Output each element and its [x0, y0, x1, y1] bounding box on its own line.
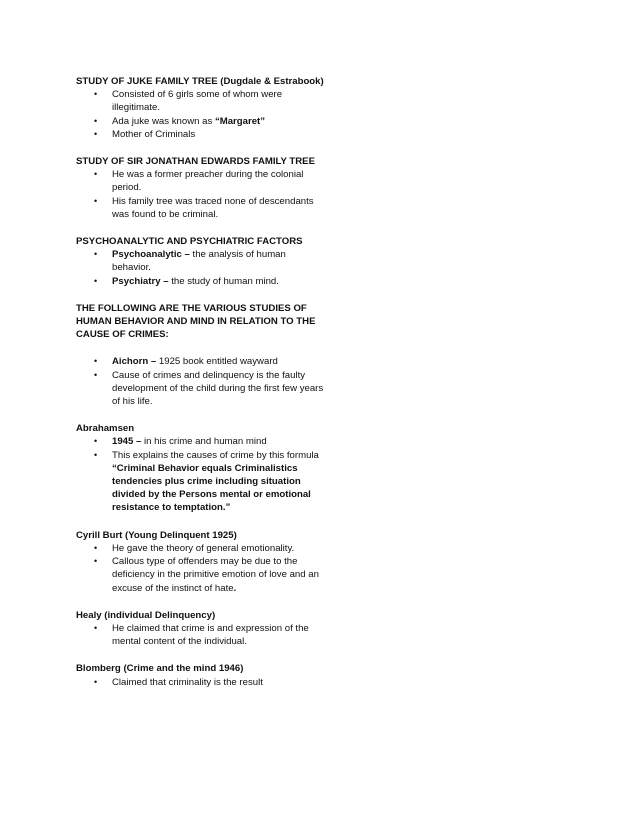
- bullet-list: [76, 435, 326, 514]
- bullet-item: • His family tree was traced none of descendants was found to be criminal.: [76, 195, 326, 221]
- text-column: [76, 75, 326, 689]
- section-heading: THE FOLLOWING ARE THE VARIOUS STUDIES OF HUMAN BEHAVIOR AND MIND IN RELATION TO THE CAUSE OF CRIMES:: [76, 302, 316, 341]
- section-psychoanalytic-factors: [76, 235, 326, 288]
- section-heading: Abrahamsen: [76, 423, 135, 435]
- section-heading: Blomberg (Crime and the mind 1946): [76, 663, 244, 675]
- bullet-item: • He gave the theory of general emotionality.: [76, 542, 326, 555]
- bullet-list: [76, 355, 326, 408]
- bullet-item: • Consisted of 6 girls some of whom were illegitimate.: [76, 88, 326, 114]
- bullet-item: • He claimed that crime is and expression of the mental content of the individual.: [76, 622, 326, 648]
- bullet-list: [76, 622, 326, 648]
- bullet-list: [76, 168, 326, 221]
- bullet-list: [76, 676, 326, 689]
- section-heading: Cyrill Burt (Young Delinquent 1925): [76, 529, 237, 541]
- bullet-item: • He was a former preacher during the colonial period.: [76, 168, 326, 194]
- bullet-item: • Callous type of offenders may be due to the deficiency in the primitive emotion of love and an excuse of the instinct of hate.: [76, 555, 326, 595]
- section-various-studies: [76, 302, 326, 408]
- section-edwards-family: [76, 155, 326, 221]
- bullet-item: • 1945 – in his crime and human mind: [76, 435, 326, 448]
- bullet-list: [76, 88, 326, 141]
- section-heading: STUDY OF SIR JONATHAN EDWARDS FAMILY TREE: [76, 156, 315, 168]
- bullet-item: • Claimed that criminality is the result: [76, 676, 326, 689]
- section-cyrill-burt: [76, 529, 326, 595]
- section-heading: STUDY OF JUKE FAMILY TREE (Dugdale & Estrabook): [76, 76, 324, 87]
- bullet-item: • Psychiatry – the study of human mind.: [76, 275, 326, 288]
- bullet-item: • Ada juke was known as “Margaret”: [76, 115, 326, 128]
- section-abrahamsen: [76, 422, 326, 514]
- bullet-item: • Mother of Criminals: [76, 128, 326, 141]
- section-heading: PSYCHOANALYTIC AND PSYCHIATRIC FACTORS: [76, 236, 303, 248]
- bullet-item: • Cause of crimes and delinquency is the faulty development of the child during the first few years of his life.: [76, 369, 326, 409]
- section-blomberg: [76, 662, 326, 688]
- section-heading: Healy (individual Delinquency): [76, 609, 216, 621]
- section-healy: [76, 609, 326, 649]
- bullet-item: • This explains the causes of crime by this formula “Criminal Behavior equals Criminalistics tendencies plus crime including situation divided by the Persons mental or emotional resistance to temptation.”: [76, 449, 326, 515]
- bullet-item: • Aichorn – 1925 book entitled wayward: [76, 355, 326, 368]
- section-juke-family: [76, 75, 326, 141]
- bullet-list: [76, 542, 326, 595]
- bullet-item: • Psychoanalytic – the analysis of human behavior.: [76, 248, 326, 274]
- bullet-list: [76, 248, 326, 288]
